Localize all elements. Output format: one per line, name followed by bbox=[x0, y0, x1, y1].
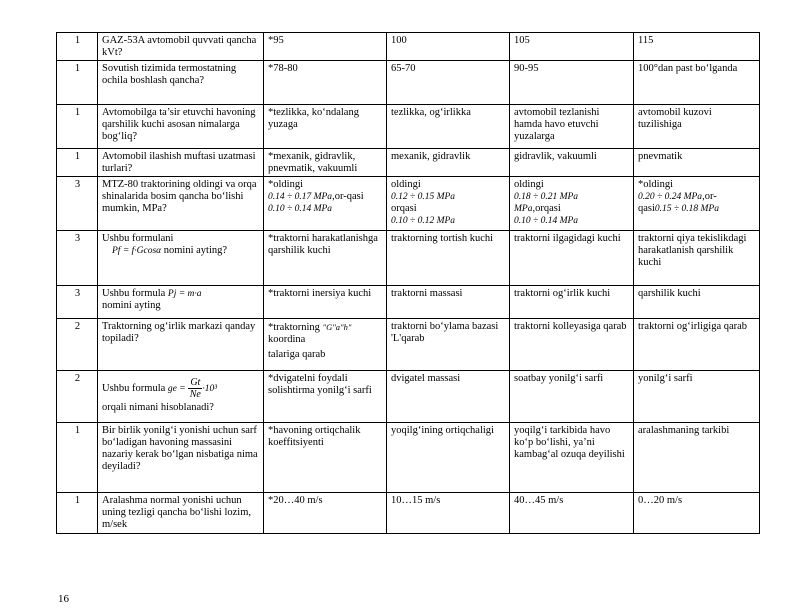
table-row bbox=[57, 286, 760, 319]
fuel-formula-fraction bbox=[188, 377, 202, 400]
question-text: Avtomobil ilashish muftasi uzatmasi turlari? bbox=[98, 149, 264, 177]
coordinate-formula: "G"a"h" bbox=[322, 322, 352, 332]
answer-option: 10…15 m/s bbox=[387, 493, 510, 534]
answer-option: 100 bbox=[387, 33, 510, 61]
table-row bbox=[57, 493, 760, 534]
question-level: 1 bbox=[57, 61, 98, 105]
inertia-formula: Pj = m·a bbox=[167, 289, 202, 299]
question-text bbox=[98, 371, 264, 423]
fuel-formula-lhs: ge = bbox=[167, 383, 186, 394]
answer-correct: *mexanik, gidravlik, pnevmatik, vakuumli bbox=[264, 149, 387, 177]
question-prefix: Ushbu formulani bbox=[102, 233, 174, 244]
question-level: 3 bbox=[57, 286, 98, 319]
answer-option: mexanik, gidravlik bbox=[387, 149, 510, 177]
question-suffix: orqali nimani hisoblanadi? bbox=[102, 402, 214, 413]
question-level: 1 bbox=[57, 105, 98, 149]
answer-label: talariga qarab bbox=[268, 349, 326, 360]
answer-option: soatbay yonilg‘i sarfi bbox=[510, 371, 634, 423]
fraction-denominator: Ne bbox=[189, 389, 201, 400]
question-suffix: nomini ayting? bbox=[163, 245, 228, 256]
answer-correct bbox=[264, 177, 387, 231]
answer-option: traktorni bo‘ylama bazasi 'L'qarab bbox=[387, 319, 510, 371]
question-text: Aralashma normal yonishi uchun uning tezligi qancha bo‘lishi lozim, m/sek bbox=[98, 493, 264, 534]
pressure-formula: 0.20 ÷ 0.24 MPa bbox=[638, 192, 703, 202]
question-level: 3 bbox=[57, 177, 98, 231]
question-prefix: Ushbu formula bbox=[102, 288, 166, 299]
answer-option: traktorni massasi bbox=[387, 286, 510, 319]
answer-label: qasi bbox=[638, 203, 655, 214]
table-row bbox=[57, 371, 760, 423]
answer-correct: *traktorni harakatlanishga qarshilik kuchi bbox=[264, 231, 387, 286]
answer-correct: *dvigatelni foydali solishtirma yonilg‘i sarfi bbox=[264, 371, 387, 423]
question-text: Traktorning og‘irlik markazi qanday topiladi? bbox=[98, 319, 264, 371]
answer-option bbox=[510, 177, 634, 231]
pressure-unit: MPa bbox=[514, 204, 533, 214]
table-row bbox=[57, 177, 760, 231]
pressure-formula: 0.10 ÷ 0.12 MPa bbox=[391, 216, 456, 226]
fuel-formula-tail: ·10³ bbox=[202, 383, 218, 394]
answer-option: aralashmaning tarkibi bbox=[634, 423, 760, 493]
answer-option: 65-70 bbox=[387, 61, 510, 105]
answer-correct: *95 bbox=[264, 33, 387, 61]
answer-correct bbox=[264, 319, 387, 371]
answer-label: koordina bbox=[268, 334, 306, 345]
answer-option: pnevmatik bbox=[634, 149, 760, 177]
answer-option: 105 bbox=[510, 33, 634, 61]
question-level: 2 bbox=[57, 319, 98, 371]
answer-option: yoqilg‘ining ortiqchaligi bbox=[387, 423, 510, 493]
answer-option: gidravlik, vakuumli bbox=[510, 149, 634, 177]
answer-correct: *havoning ortiqchalik koeffitsiyenti bbox=[264, 423, 387, 493]
resistance-formula: Pf = f·Gcosα bbox=[112, 246, 162, 256]
pressure-formula: 0.15 ÷ 0.18 MPa bbox=[654, 204, 719, 214]
answer-correct: *tezlikka, ko‘ndalang yuzaga bbox=[264, 105, 387, 149]
answer-option: avtomobil kuzovi tuzilishiga bbox=[634, 105, 760, 149]
answer-label: ,orqasi bbox=[532, 203, 561, 214]
answer-option: 100°dan past bo‘lganda bbox=[634, 61, 760, 105]
answer-option: 90-95 bbox=[510, 61, 634, 105]
answer-correct: *20…40 m/s bbox=[264, 493, 387, 534]
answer-option: avtomobil tezlanishi hamda havo etuvchi yuzalarga bbox=[510, 105, 634, 149]
pressure-formula: 0.10 ÷ 0.14 MPa bbox=[268, 204, 333, 214]
question-text: Avtomobilga ta’sir etuvchi havoning qarshilik kuchi asosan nimalarga bog‘liq? bbox=[98, 105, 264, 149]
table-row bbox=[57, 33, 760, 61]
answer-option: yoqilg‘i tarkibida havo ko‘p bo‘lishi, ya’ni kambag‘al ozuqa deyilishi bbox=[510, 423, 634, 493]
question-level: 1 bbox=[57, 33, 98, 61]
question-prefix: Ushbu formula bbox=[102, 382, 166, 394]
question-text: Bir birlik yonilg‘i yonishi uchun sarf bo‘ladigan havoning massasini nazariy kerak bo‘lgan nisbatiga nima deyiladi? bbox=[98, 423, 264, 493]
answer-option: 115 bbox=[634, 33, 760, 61]
answer-option: 40…45 m/s bbox=[510, 493, 634, 534]
answer-option: 0…20 m/s bbox=[634, 493, 760, 534]
answer-label: oldingi bbox=[391, 179, 421, 190]
answer-option: traktorning tortish kuchi bbox=[387, 231, 510, 286]
answer-option: qarshilik kuchi bbox=[634, 286, 760, 319]
table-row bbox=[57, 231, 760, 286]
pressure-formula: 0.10 ÷ 0.14 MPa bbox=[514, 216, 579, 226]
answer-option bbox=[634, 177, 760, 231]
answer-option: traktorni og‘irlik kuchi bbox=[510, 286, 634, 319]
answer-label: orqasi bbox=[391, 203, 417, 214]
pressure-formula: 0.18 ÷ 0.21 MPa bbox=[514, 192, 579, 202]
pressure-formula: 0.12 ÷ 0.15 MPa bbox=[391, 192, 456, 202]
answer-label: *traktorning bbox=[268, 322, 320, 333]
answer-option: dvigatel massasi bbox=[387, 371, 510, 423]
question-level: 1 bbox=[57, 423, 98, 493]
answer-label: ,or- bbox=[702, 191, 717, 202]
question-level: 1 bbox=[57, 493, 98, 534]
question-table bbox=[56, 32, 760, 534]
answer-correct: *traktorni inersiya kuchi bbox=[264, 286, 387, 319]
answer-option: traktorni qiya tekislikdagi harakatlanish qarshilik kuchi bbox=[634, 231, 760, 286]
question-level: 2 bbox=[57, 371, 98, 423]
answer-label: *oldingi bbox=[638, 179, 674, 190]
answer-option: traktorni ilgagidagi kuchi bbox=[510, 231, 634, 286]
fraction-numerator: Gt bbox=[190, 377, 201, 388]
question-text bbox=[98, 286, 264, 319]
question-text bbox=[98, 231, 264, 286]
question-suffix: nomini ayting bbox=[102, 300, 161, 311]
table-row bbox=[57, 319, 760, 371]
table-row bbox=[57, 61, 760, 105]
pressure-formula: 0.14 ÷ 0.17 MPa bbox=[268, 192, 333, 202]
question-text: MTZ-80 traktorining oldingi va orqa shinalarida bosim qancha bo‘lishi mumkin, MPa? bbox=[98, 177, 264, 231]
answer-option: traktorni og‘irligiga qarab bbox=[634, 319, 760, 371]
table-row bbox=[57, 149, 760, 177]
question-text: GAZ-53A avtomobil quvvati qancha kVt? bbox=[98, 33, 264, 61]
answer-option: tezlikka, og‘irlikka bbox=[387, 105, 510, 149]
answer-correct: *78-80 bbox=[264, 61, 387, 105]
answer-option: yonilg‘i sarfi bbox=[634, 371, 760, 423]
table-row bbox=[57, 105, 760, 149]
table-row bbox=[57, 423, 760, 493]
answer-option bbox=[387, 177, 510, 231]
question-text: Sovutish tizimida termostatning ochila boshlash qancha? bbox=[98, 61, 264, 105]
answer-option: traktorni kolleyasiga qarab bbox=[510, 319, 634, 371]
answer-label: *oldingi bbox=[268, 179, 304, 190]
answer-label: ,or-qasi bbox=[332, 191, 364, 202]
page-number: 16 bbox=[58, 593, 69, 605]
question-level: 3 bbox=[57, 231, 98, 286]
question-level: 1 bbox=[57, 149, 98, 177]
answer-label: oldingi bbox=[514, 179, 544, 190]
